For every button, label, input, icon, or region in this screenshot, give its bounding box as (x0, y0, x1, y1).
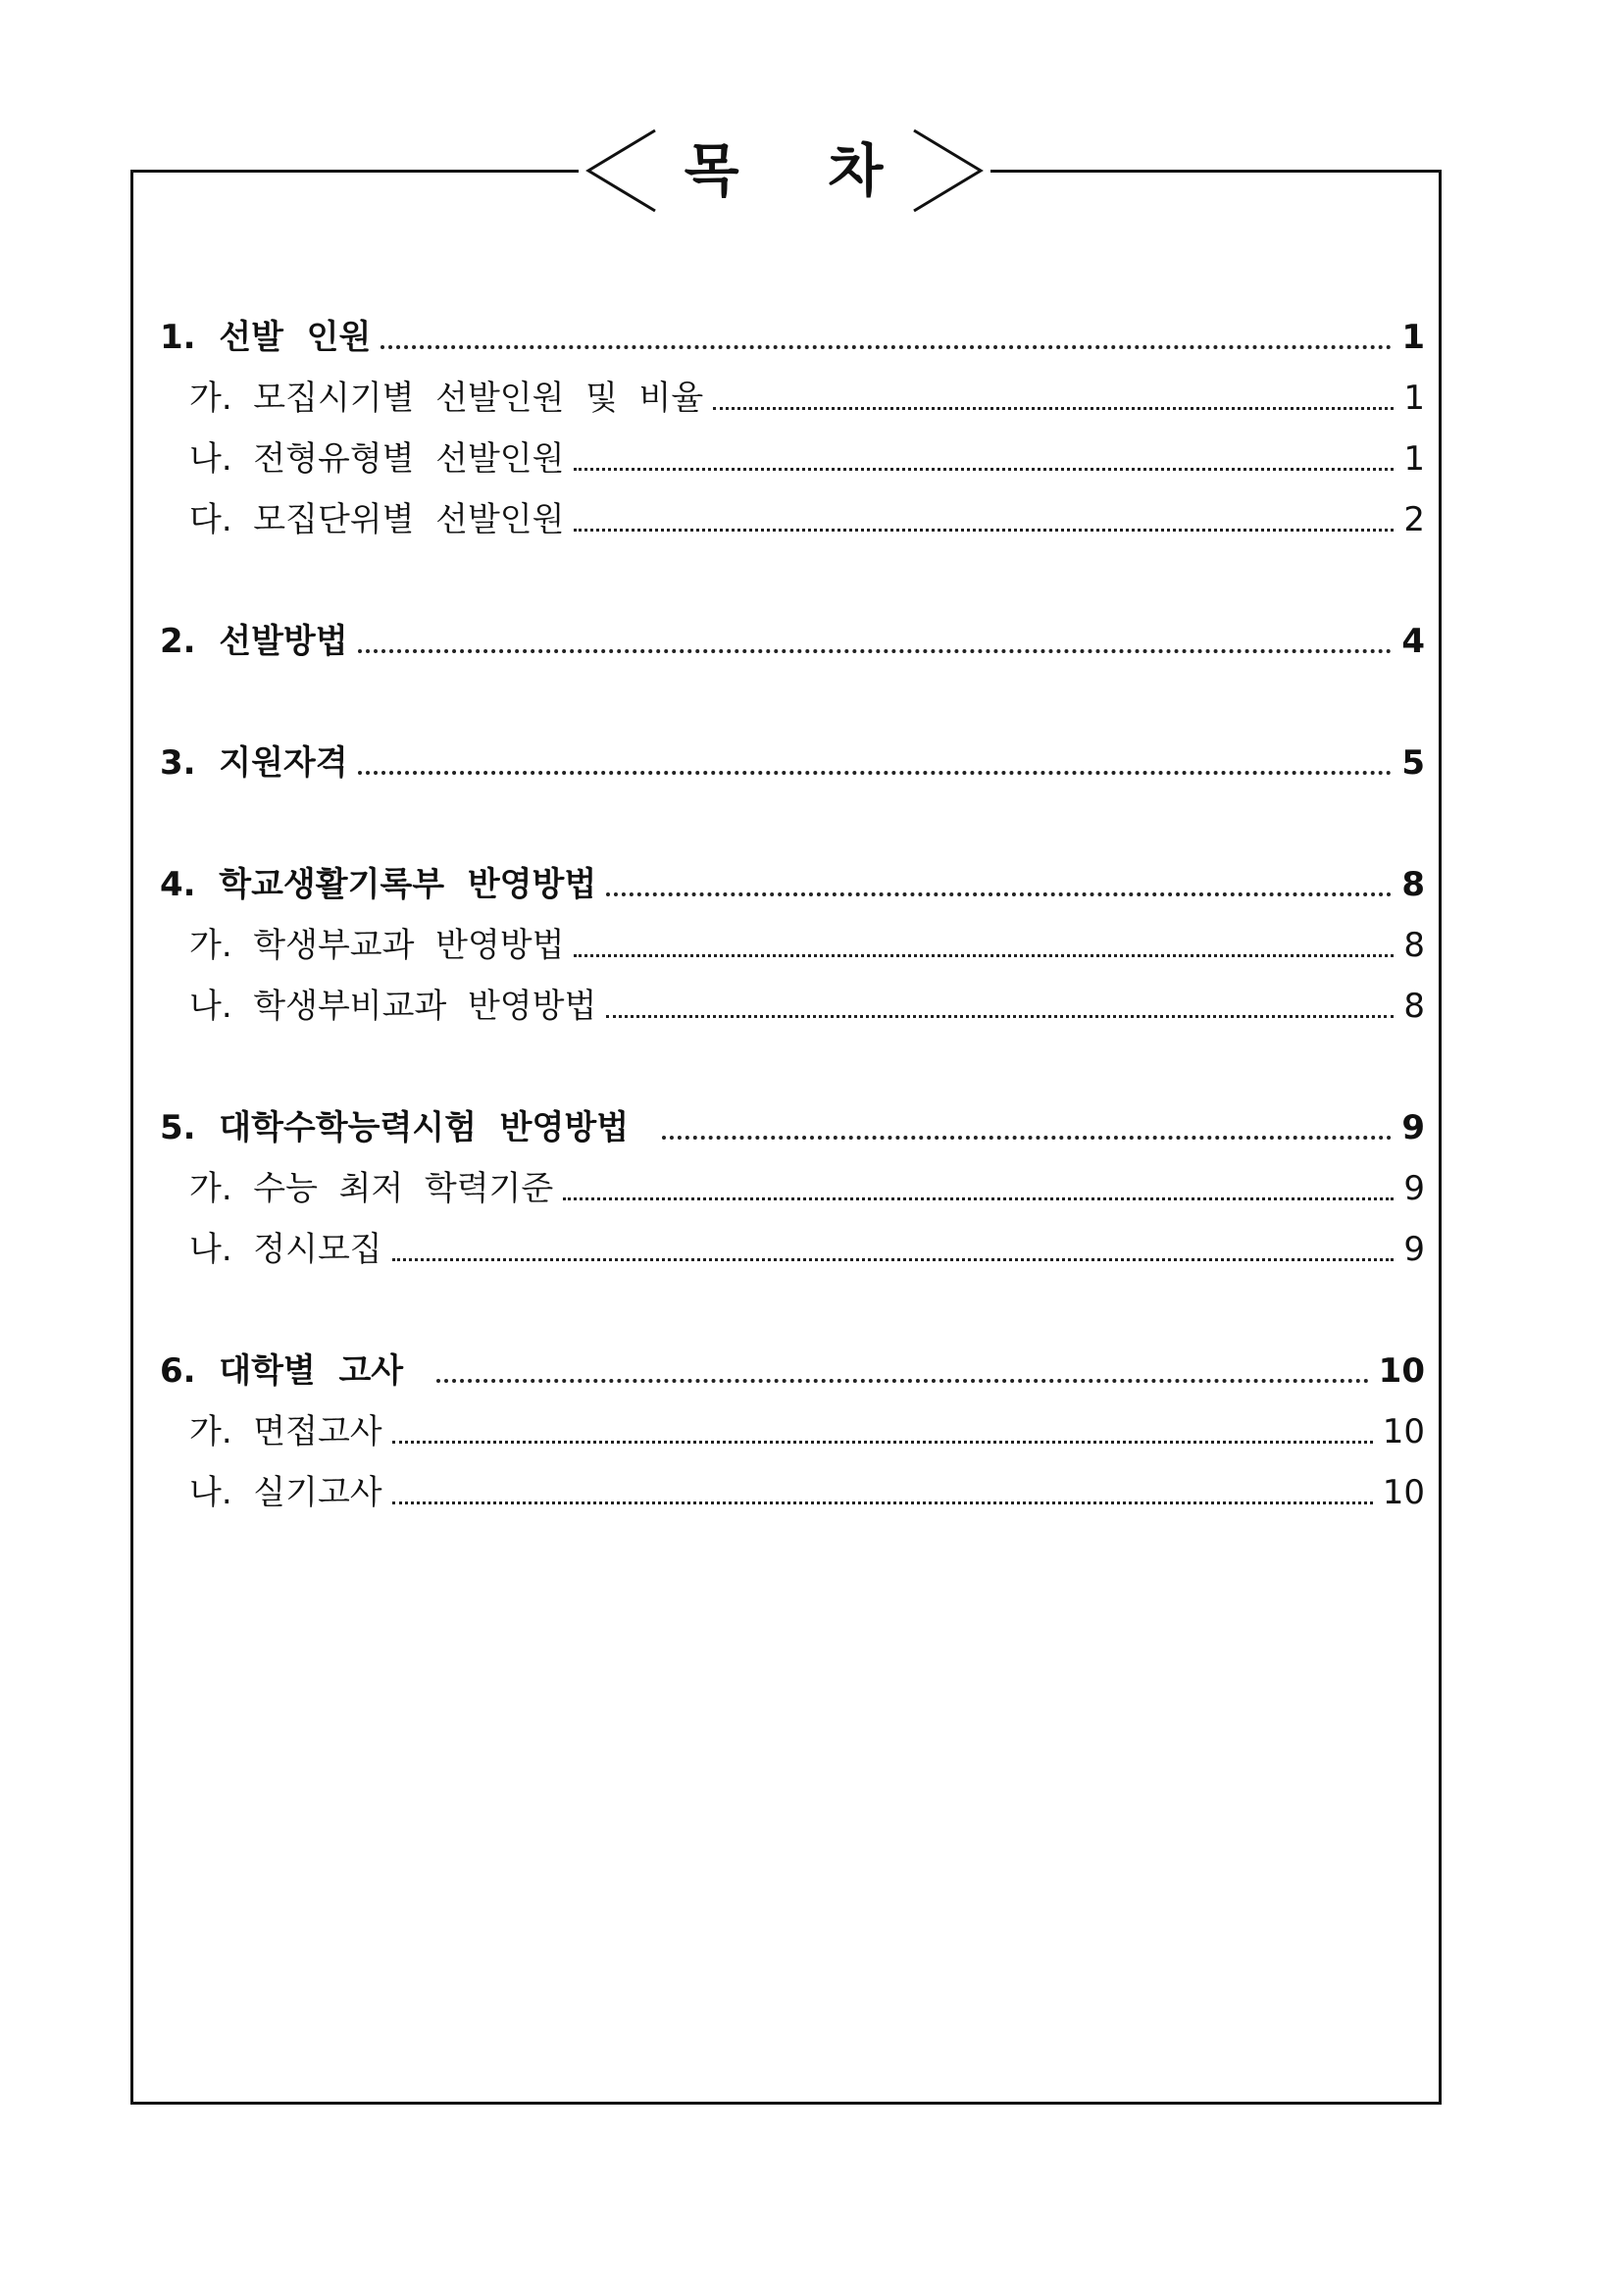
dot-leader (358, 649, 1393, 653)
toc-section-page-number: 1 (1401, 318, 1425, 357)
toc-subsection-page-number: 10 (1382, 1473, 1425, 1512)
dot-leader (662, 1136, 1393, 1140)
toc-subsection-label: 가. 모집시기별 선발인원 및 비율 (189, 379, 704, 418)
toc-subsection (160, 496, 1425, 543)
dot-leader (358, 771, 1393, 775)
toc-section (160, 739, 1425, 787)
toc-subsection (160, 1408, 1425, 1455)
toc-subsection-label: 나. 학생부비교과 반영방법 (189, 987, 597, 1026)
toc-section (160, 861, 1425, 908)
toc-subsection (160, 435, 1425, 483)
toc-subsection-page-number: 2 (1403, 500, 1425, 539)
toc-subsection-label: 나. 전형유형별 선발인원 (189, 439, 565, 479)
toc-subsection-label: 다. 모집단위별 선발인원 (189, 500, 565, 539)
toc-subsection (160, 1165, 1425, 1212)
toc-subsection-label: 가. 면접고사 (189, 1412, 382, 1451)
toc-title-box (579, 123, 990, 219)
toc-section-label: 1. 선발 인원 (160, 318, 372, 357)
toc-subsection (160, 983, 1425, 1030)
toc-subsection-label: 나. 정시모집 (189, 1230, 382, 1269)
toc-subsection (160, 1469, 1425, 1516)
toc-section-label: 6. 대학별 고사 (160, 1351, 427, 1391)
toc-section-label: 4. 학교생활기록부 반영방법 (160, 865, 597, 904)
page-title: 목 차 (684, 137, 886, 204)
toc-subsection-page-number: 1 (1403, 379, 1425, 418)
toc-subsection (160, 375, 1425, 422)
toc-section-page-number: 10 (1378, 1351, 1425, 1391)
toc-subsection-page-number: 8 (1403, 926, 1425, 965)
dot-leader (606, 1015, 1394, 1018)
toc-subsection-page-number: 10 (1382, 1412, 1425, 1451)
toc-subsection-label: 가. 수능 최저 학력기준 (189, 1169, 554, 1208)
dot-leader (436, 1379, 1369, 1383)
toc-section (160, 314, 1425, 361)
toc-section-label: 3. 지원자격 (160, 743, 348, 783)
toc-section-label: 2. 선발방법 (160, 622, 348, 661)
toc-section-page-number: 9 (1401, 1108, 1425, 1147)
toc-subsection-page-number: 1 (1403, 439, 1425, 479)
toc-subsection-label: 가. 학생부교과 반영방법 (189, 926, 565, 965)
dot-leader (574, 954, 1394, 957)
toc-subsection-page-number: 9 (1403, 1169, 1425, 1208)
toc-section-page-number: 5 (1401, 743, 1425, 783)
toc-section-page-number: 4 (1401, 622, 1425, 661)
dot-leader (392, 1258, 1395, 1261)
toc-section (160, 1104, 1425, 1151)
dot-leader (606, 892, 1392, 896)
toc-subsection (160, 1226, 1425, 1273)
dot-leader (713, 407, 1394, 410)
toc-subsection (160, 922, 1425, 969)
toc-subsection-page-number: 8 (1403, 987, 1425, 1026)
dot-leader (563, 1197, 1394, 1200)
dot-leader (574, 468, 1394, 471)
toc-section-label: 5. 대학수학능력시험 반영방법 (160, 1108, 652, 1147)
dot-leader (574, 529, 1394, 532)
dot-leader (381, 345, 1392, 349)
toc-section (160, 618, 1425, 665)
toc-section (160, 1348, 1425, 1395)
dot-leader (392, 1501, 1373, 1504)
toc-section-page-number: 8 (1401, 865, 1425, 904)
dot-leader (392, 1441, 1373, 1444)
toc-subsection-label: 나. 실기고사 (189, 1473, 382, 1512)
toc-subsection-page-number: 9 (1403, 1230, 1425, 1269)
